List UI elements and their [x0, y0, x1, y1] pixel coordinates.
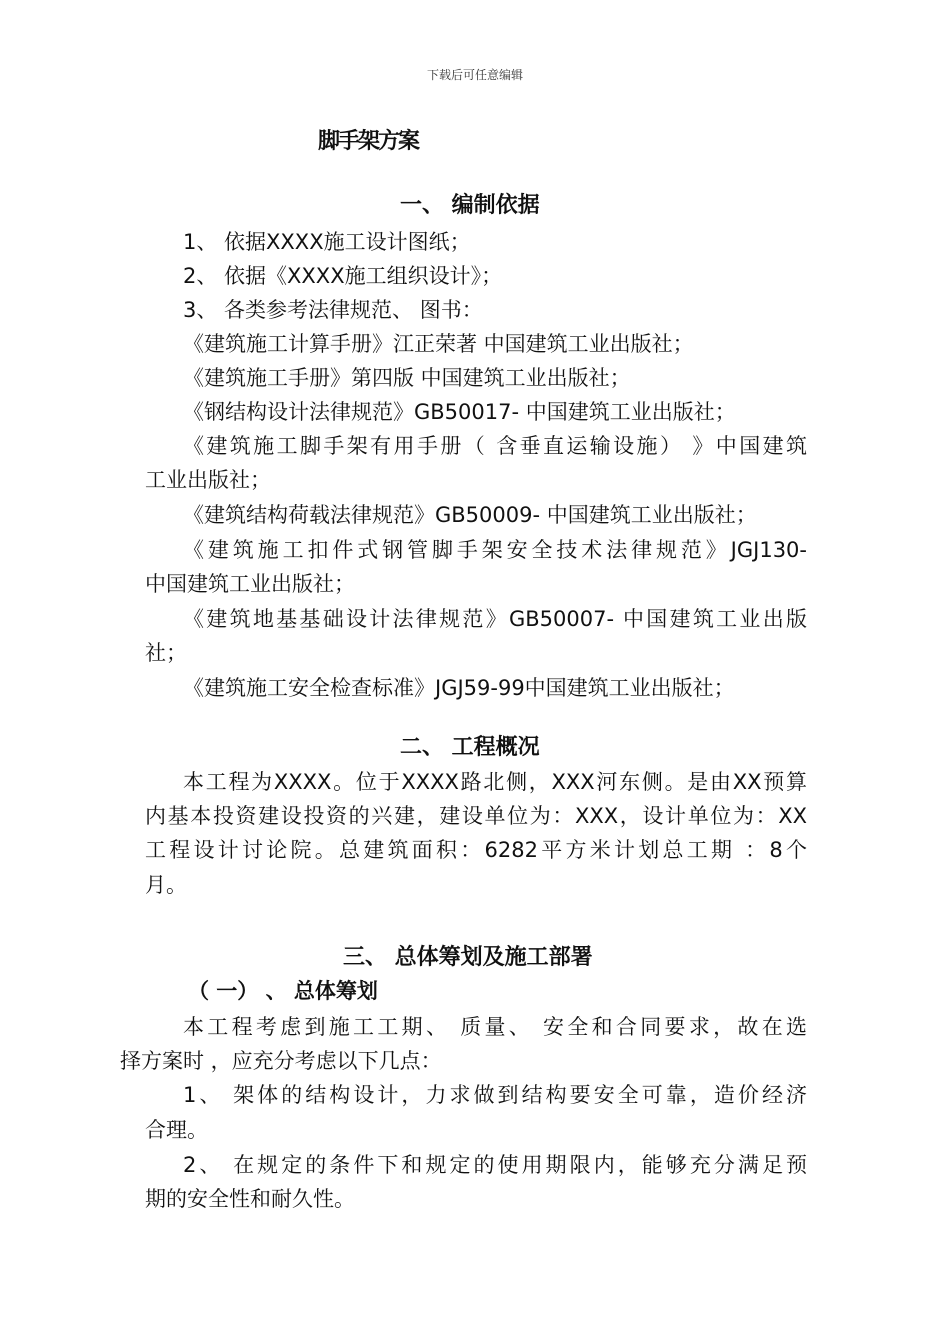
- overview-line: 工程设计讨论院。总建筑面积：6282平方米计划总工期 ：8个: [145, 838, 807, 862]
- planning-line: 期的安全性和耐久性。: [145, 1187, 355, 1211]
- planning-line: 1、 架体的结构设计，力求做到结构要安全可靠，造价经济: [183, 1083, 807, 1107]
- reference-line: 社；: [145, 641, 187, 665]
- planning-line: 择方案时 ，应充分考虑以下几点：: [120, 1049, 442, 1073]
- reference-line: 《建筑结构荷载法律规范》GB50009- 中国建筑工业出版社；: [183, 503, 757, 527]
- reference-line: 《建筑地基基础设计法律规范》GB50007- 中国建筑工业出版: [183, 607, 807, 631]
- reference-line: 《建筑施工扣件式钢管脚手架安全技术法律规范》JGJ130-: [183, 538, 807, 562]
- basis-item-1: 1、 依据XXXX施工设计图纸；: [183, 230, 471, 254]
- section-1-heading: 一、 编制依据: [400, 193, 540, 218]
- reference-line: 《建筑施工计算手册》江正荣著 中国建筑工业出版社；: [183, 332, 694, 356]
- document-title: 脚手架方案: [318, 129, 419, 154]
- planning-line: 本工程考虑到施工工期、 质量、 安全和合同要求，故在选: [183, 1015, 807, 1039]
- basis-item-2: 2、 依据《XXXX施工组织设计》；: [183, 264, 503, 288]
- section-3-heading: 三、 总体筹划及施工部署: [343, 945, 593, 970]
- reference-line: 《建筑施工脚手架有用手册（ 含垂直运输设施） 》中国建筑: [183, 434, 807, 458]
- section-2-heading: 二、 工程概况: [400, 735, 540, 760]
- overview-line: 本工程为XXXX。位于XXXX路北侧，XXX河东侧。是由XX预算: [183, 770, 807, 794]
- overview-line: 内基本投资建设投资的兴建，建设单位为：XXX，设计单位为：XX: [145, 804, 807, 828]
- reference-line: 工业出版社；: [145, 468, 271, 492]
- overview-line: 月。: [145, 873, 187, 897]
- reference-line: 《建筑施工手册》第四版 中国建筑工业出版社；: [183, 366, 631, 390]
- reference-line: 中国建筑工业出版社；: [145, 572, 355, 596]
- planning-line: 2、 在规定的条件下和规定的使用期限内，能够充分满足预: [183, 1153, 807, 1177]
- subsection-heading: （ 一） 、 总体筹划: [188, 979, 378, 1003]
- header-note: 下载后可任意编辑: [426, 68, 523, 82]
- reference-line: 《钢结构设计法律规范》GB50017- 中国建筑工业出版社；: [183, 400, 736, 424]
- planning-line: 合理。: [145, 1118, 208, 1142]
- basis-item-3: 3、 各类参考法律规范、 图书：: [183, 298, 483, 322]
- reference-line: 《建筑施工安全检查标准》JGJ59-99中国建筑工业出版社；: [183, 676, 735, 700]
